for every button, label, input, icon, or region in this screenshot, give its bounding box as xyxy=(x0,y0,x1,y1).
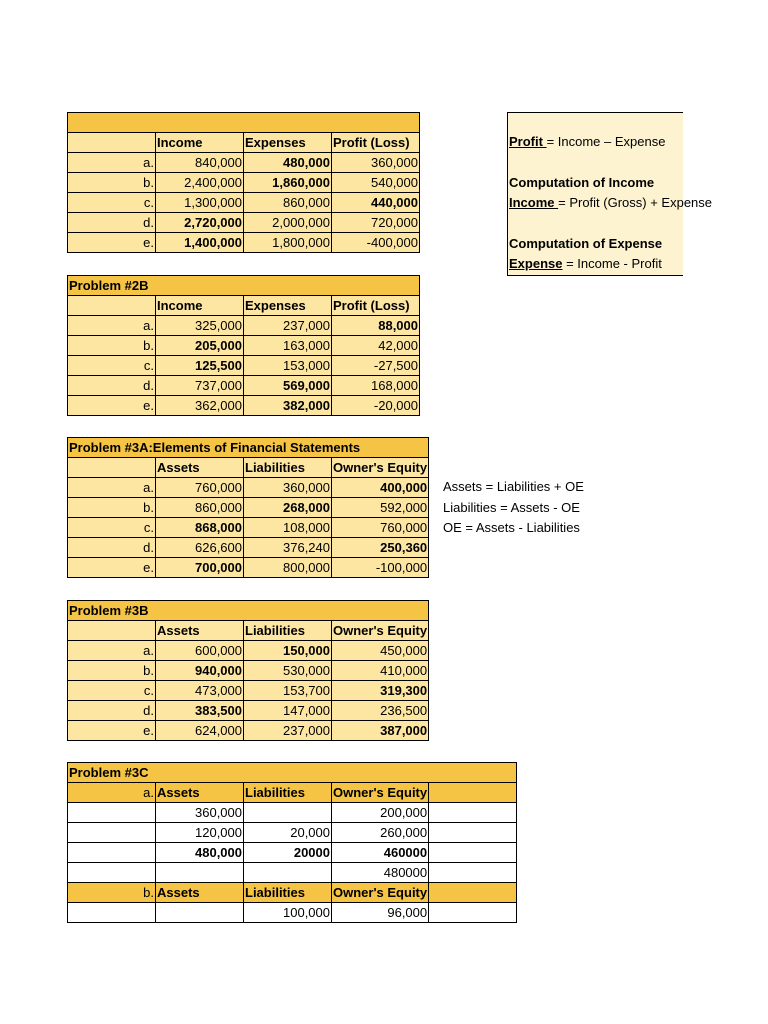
row-label[interactable]: c. xyxy=(68,518,156,538)
row-label[interactable]: e. xyxy=(68,396,156,416)
cell-value[interactable]: 624,000 xyxy=(156,721,244,741)
table-row xyxy=(68,498,429,518)
cell-value[interactable]: 168,000 xyxy=(332,376,420,396)
cell-value[interactable] xyxy=(156,863,244,883)
header-assets[interactable]: Assets xyxy=(156,621,244,641)
problem-1-header-row xyxy=(68,133,420,153)
cell-value[interactable]: 236,500 xyxy=(332,701,429,721)
part-a-label[interactable]: a. xyxy=(68,783,156,803)
row-label[interactable]: a. xyxy=(68,641,156,661)
header-blank-cell[interactable] xyxy=(68,621,156,641)
cell-value[interactable]: 840,000 xyxy=(156,153,244,173)
blank-cell[interactable] xyxy=(68,863,156,883)
problem-3b-title[interactable]: Problem #3B xyxy=(68,601,429,621)
problem-2b-header-row xyxy=(68,296,420,316)
cell-value[interactable]: 319,300 xyxy=(332,681,429,701)
blank-cell[interactable] xyxy=(68,803,156,823)
cell-value[interactable]: 410,000 xyxy=(332,661,429,681)
table-row xyxy=(68,153,420,173)
part-b-label[interactable]: b. xyxy=(68,883,156,903)
cell-value[interactable]: 480000 xyxy=(332,863,429,883)
row-label[interactable]: d. xyxy=(68,213,156,233)
cell-value[interactable]: 147,000 xyxy=(244,701,332,721)
cell-value[interactable]: -400,000 xyxy=(332,233,420,253)
cell-value[interactable]: 473,000 xyxy=(156,681,244,701)
table-row xyxy=(68,843,517,863)
table-row xyxy=(68,478,429,498)
cell-value[interactable]: 400,000 xyxy=(332,478,429,498)
problem-3b-block xyxy=(67,600,429,741)
cell-value[interactable]: 360,000 xyxy=(156,803,244,823)
cell-value[interactable]: 360,000 xyxy=(244,478,332,498)
blank-cell[interactable] xyxy=(429,783,517,803)
row-label[interactable]: e. xyxy=(68,558,156,578)
row-label[interactable]: d. xyxy=(68,538,156,558)
cell-value[interactable]: 760,000 xyxy=(156,478,244,498)
table-row xyxy=(68,803,517,823)
header-expenses[interactable]: Expenses xyxy=(244,133,332,153)
header-profit-loss[interactable]: Profit (Loss) xyxy=(332,133,420,153)
cell-value[interactable]: 480,000 xyxy=(156,843,244,863)
row-label[interactable]: b. xyxy=(68,173,156,193)
cell-value[interactable] xyxy=(244,863,332,883)
blank-cell[interactable] xyxy=(68,843,156,863)
cell-value[interactable]: 120,000 xyxy=(156,823,244,843)
problem-3b-table xyxy=(67,600,429,741)
header-liabilities[interactable]: Liabilities xyxy=(244,783,332,803)
cell-value[interactable]: 860,000 xyxy=(244,193,332,213)
row-label[interactable]: b. xyxy=(68,336,156,356)
table-row xyxy=(68,233,420,253)
table-row xyxy=(68,316,420,336)
expense-heading[interactable]: Computation of Expense xyxy=(509,236,663,251)
header-owners-equity[interactable]: Owner's Equity xyxy=(332,458,429,478)
cell-value[interactable]: 2,720,000 xyxy=(156,213,244,233)
cell-value[interactable]: 460000 xyxy=(332,843,429,863)
cell-value[interactable]: 800,000 xyxy=(244,558,332,578)
cell-value[interactable]: 382,000 xyxy=(244,396,332,416)
note-assets-equation[interactable]: Assets = Liabilities + OE xyxy=(443,479,584,494)
cell-value[interactable]: 387,000 xyxy=(332,721,429,741)
problem-2b-block xyxy=(67,275,420,416)
cell-value[interactable]: 450,000 xyxy=(332,641,429,661)
cell-value[interactable]: 362,000 xyxy=(156,396,244,416)
header-liabilities[interactable]: Liabilities xyxy=(244,621,332,641)
table-row xyxy=(68,538,429,558)
problem-3b-title-row xyxy=(68,601,429,621)
row-label[interactable]: b. xyxy=(68,498,156,518)
problem-1-table xyxy=(67,112,420,253)
cell-value[interactable]: 1,800,000 xyxy=(244,233,332,253)
income-formula[interactable] xyxy=(509,195,712,210)
problem-3a-header-row xyxy=(68,458,429,478)
expense-formula-text: = Income - Profit xyxy=(562,256,662,271)
blank-cell[interactable] xyxy=(68,903,156,923)
problem-3a-table xyxy=(67,437,429,578)
header-income[interactable]: Income xyxy=(156,133,244,153)
row-label[interactable]: b. xyxy=(68,661,156,681)
cell-value[interactable]: 480,000 xyxy=(244,153,332,173)
problem-3c-table xyxy=(67,762,517,923)
cell-value[interactable]: 108,000 xyxy=(244,518,332,538)
cell-value[interactable]: 2,000,000 xyxy=(244,213,332,233)
cell-value[interactable]: 1,860,000 xyxy=(244,173,332,193)
cell-value[interactable]: 860,000 xyxy=(156,498,244,518)
cell-value[interactable]: 569,000 xyxy=(244,376,332,396)
row-label[interactable]: a. xyxy=(68,478,156,498)
cell-value[interactable]: 2,400,000 xyxy=(156,173,244,193)
header-owners-equity[interactable]: Owner's Equity xyxy=(332,621,429,641)
cell-value[interactable]: 260,000 xyxy=(332,823,429,843)
cell-value[interactable]: 540,000 xyxy=(332,173,420,193)
problem-3a-title-row xyxy=(68,438,429,458)
table-row xyxy=(68,518,429,538)
cell-value[interactable]: 626,600 xyxy=(156,538,244,558)
row-label[interactable]: d. xyxy=(68,376,156,396)
cell-value[interactable]: 600,000 xyxy=(156,641,244,661)
problem-3a-title[interactable]: Problem #3A:Elements of Financial Statements xyxy=(68,438,429,458)
cell-value[interactable]: 1,400,000 xyxy=(156,233,244,253)
cell-value[interactable]: 940,000 xyxy=(156,661,244,681)
table-row xyxy=(68,681,429,701)
table-row xyxy=(68,641,429,661)
cell-value[interactable] xyxy=(156,903,244,923)
blank-cell[interactable] xyxy=(68,823,156,843)
problem-2b-title-row xyxy=(68,276,420,296)
cell-value[interactable]: 440,000 xyxy=(332,193,420,213)
problem-3c-title[interactable]: Problem #3C xyxy=(68,763,517,783)
problem-3c-title-row xyxy=(68,763,517,783)
cell-value[interactable]: 237,000 xyxy=(244,721,332,741)
cell-value[interactable]: 360,000 xyxy=(332,153,420,173)
cell-value[interactable]: 88,000 xyxy=(332,316,420,336)
cell-value[interactable]: 376,240 xyxy=(244,538,332,558)
blank-cell[interactable] xyxy=(429,863,517,883)
table-row xyxy=(68,661,429,681)
cell-value[interactable]: 96,000 xyxy=(332,903,429,923)
header-liabilities[interactable]: Liabilities xyxy=(244,883,332,903)
header-owners-equity[interactable]: Owner's Equity xyxy=(332,783,429,803)
table-row xyxy=(68,173,420,193)
row-label[interactable]: d. xyxy=(68,701,156,721)
cell-value[interactable]: -100,000 xyxy=(332,558,429,578)
problem-3a-block xyxy=(67,437,429,578)
cell-value[interactable]: 20,000 xyxy=(244,823,332,843)
table-row xyxy=(68,903,517,923)
problem-2b-table xyxy=(67,275,420,416)
cell-value[interactable]: 868,000 xyxy=(156,518,244,538)
income-term: Income xyxy=(509,195,559,210)
header-blank-cell[interactable] xyxy=(68,296,156,316)
row-label[interactable]: e. xyxy=(68,721,156,741)
header-expenses[interactable]: Expenses xyxy=(244,296,332,316)
header-assets[interactable]: Assets xyxy=(156,883,244,903)
table-row xyxy=(68,193,420,213)
problem-3c-header-row-a xyxy=(68,783,517,803)
cell-value[interactable]: 237,000 xyxy=(244,316,332,336)
cell-value[interactable]: 205,000 xyxy=(156,336,244,356)
cell-value[interactable]: 163,000 xyxy=(244,336,332,356)
table-row xyxy=(68,396,420,416)
cell-value[interactable]: 383,500 xyxy=(156,701,244,721)
cell-value[interactable]: -20,000 xyxy=(332,396,420,416)
cell-value[interactable]: 737,000 xyxy=(156,376,244,396)
table-row xyxy=(68,356,420,376)
cell-value[interactable] xyxy=(244,803,332,823)
table-row xyxy=(68,863,517,883)
note-oe-equation[interactable]: OE = Assets - Liabilities xyxy=(443,520,580,535)
income-formula-text: = Profit (Gross) + Expense xyxy=(558,195,713,210)
table-row xyxy=(68,701,429,721)
header-blank-cell[interactable] xyxy=(68,133,156,153)
cell-value[interactable]: 700,000 xyxy=(156,558,244,578)
cell-value[interactable]: 250,360 xyxy=(332,538,429,558)
table-row xyxy=(68,823,517,843)
cell-value[interactable]: 20000 xyxy=(244,843,332,863)
blank-cell[interactable] xyxy=(429,843,517,863)
row-label[interactable]: c. xyxy=(68,356,156,376)
cell-value[interactable]: -27,500 xyxy=(332,356,420,376)
problem-1-title[interactable] xyxy=(68,113,420,133)
table-row xyxy=(68,558,429,578)
table-row xyxy=(68,336,420,356)
blank-cell[interactable] xyxy=(429,903,517,923)
blank-cell[interactable] xyxy=(429,803,517,823)
profit-formula[interactable] xyxy=(509,134,665,149)
cell-value[interactable]: 325,000 xyxy=(156,316,244,336)
row-label[interactable]: a. xyxy=(68,316,156,336)
problem-1-title-row xyxy=(68,113,420,133)
cell-value[interactable]: 100,000 xyxy=(244,903,332,923)
problem-3c-block xyxy=(67,762,517,923)
cell-value[interactable]: 720,000 xyxy=(332,213,420,233)
cell-value[interactable]: 125,500 xyxy=(156,356,244,376)
cell-value[interactable]: 1,300,000 xyxy=(156,193,244,213)
blank-cell[interactable] xyxy=(429,883,517,903)
formula-panel xyxy=(507,112,713,276)
blank-cell[interactable] xyxy=(429,823,517,843)
row-label[interactable]: a. xyxy=(68,153,156,173)
expense-formula[interactable] xyxy=(509,256,662,271)
row-label[interactable]: c. xyxy=(68,681,156,701)
header-income[interactable]: Income xyxy=(156,296,244,316)
table-row xyxy=(68,721,429,741)
profit-term: Profit xyxy=(509,134,547,149)
cell-value[interactable]: 200,000 xyxy=(332,803,429,823)
cell-value[interactable]: 592,000 xyxy=(332,498,429,518)
income-heading[interactable]: Computation of Income xyxy=(509,175,655,190)
table-row xyxy=(68,376,420,396)
header-assets[interactable]: Assets xyxy=(156,458,244,478)
header-blank-cell[interactable] xyxy=(68,458,156,478)
problem-3c-header-row-b xyxy=(68,883,517,903)
row-label[interactable]: e. xyxy=(68,233,156,253)
header-liabilities[interactable]: Liabilities xyxy=(244,458,332,478)
problem-2b-title[interactable]: Problem #2B xyxy=(68,276,420,296)
header-assets[interactable]: Assets xyxy=(156,783,244,803)
table-row xyxy=(68,213,420,233)
expense-term: Expense xyxy=(509,256,563,271)
header-owners-equity[interactable]: Owner's Equity xyxy=(332,883,429,903)
row-label[interactable]: c. xyxy=(68,193,156,213)
header-profit-loss[interactable]: Profit (Loss) xyxy=(332,296,420,316)
profit-formula-text: = Income – Expense xyxy=(546,134,666,149)
cell-value[interactable]: 153,700 xyxy=(244,681,332,701)
cell-value[interactable]: 42,000 xyxy=(332,336,420,356)
problem-1-block xyxy=(67,112,420,253)
cell-value[interactable]: 760,000 xyxy=(332,518,429,538)
cell-value[interactable]: 150,000 xyxy=(244,641,332,661)
cell-value[interactable]: 153,000 xyxy=(244,356,332,376)
note-liabilities-equation[interactable]: Liabilities = Assets - OE xyxy=(443,500,580,515)
problem-3b-header-row xyxy=(68,621,429,641)
cell-value[interactable]: 268,000 xyxy=(244,498,332,518)
cell-value[interactable]: 530,000 xyxy=(244,661,332,681)
